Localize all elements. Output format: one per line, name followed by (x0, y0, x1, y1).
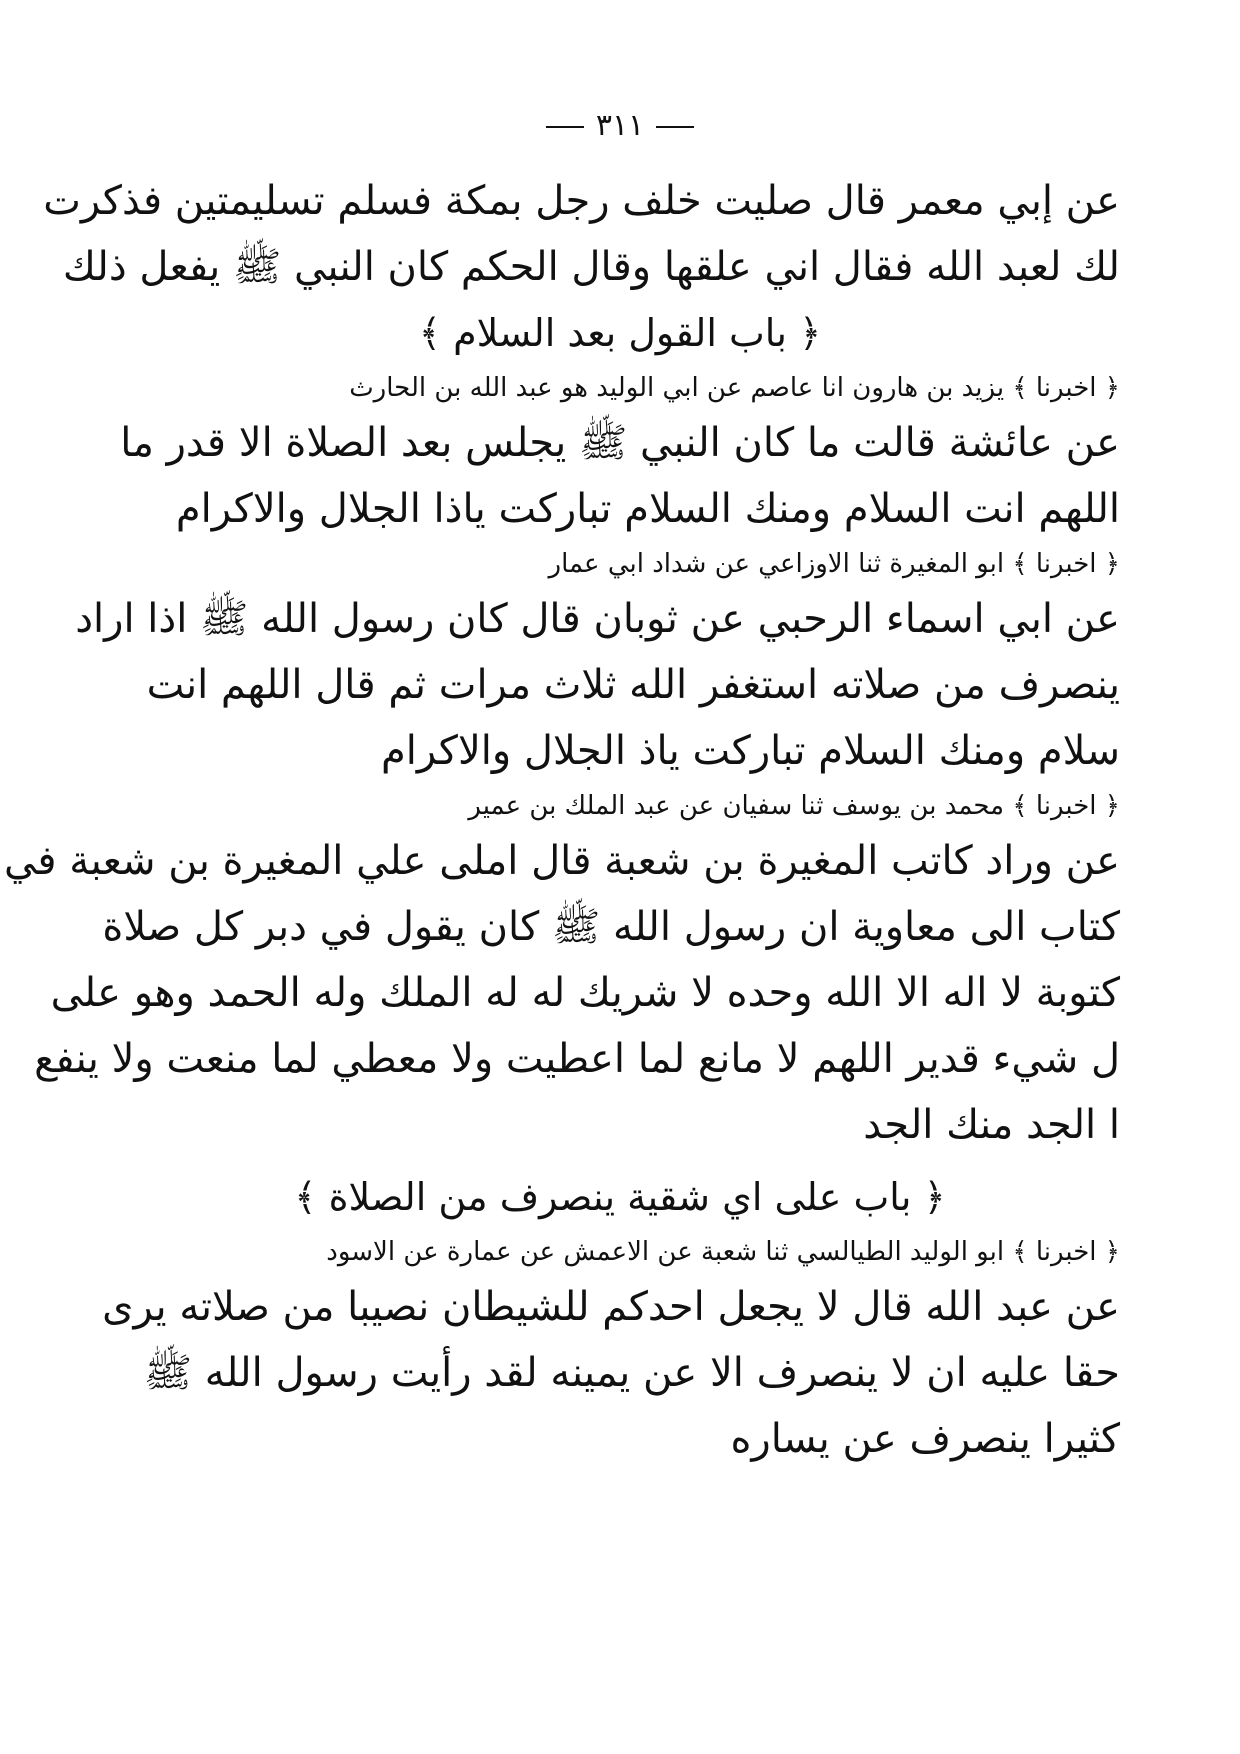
text-line: عن عائشة قالت ما كان النبي ﷺ يجلس بعد الصلاة الا قدر ما (120, 420, 1120, 466)
chapter-heading: ﴿ باب القول بعد السلام ﴾ (418, 311, 822, 355)
text-line: عن ابي اسماء الرحبي عن ثوبان قال كان رسول الله ﷺ اذا اراد (75, 596, 1120, 642)
text-line: كتوبة لا اله الا الله وحده لا شريك له له الملك وله الحمد وهو على (50, 970, 1120, 1016)
text-line: عن إبي معمر قال صليت خلف رجل بمكة فسلم تسليمتين فذكرت (43, 178, 1120, 224)
text-line: كثيرا ينصرف عن يساره (730, 1416, 1120, 1462)
chapter-heading: ﴿ باب على اي شقية ينصرف من الصلاة ﴾ (294, 1175, 946, 1219)
page-number-rule-right (656, 126, 694, 128)
text-line: ا الجد منك الجد (863, 1102, 1120, 1148)
isnad-line: ﴿ اخبرنا ﴾ ابو الوليد الطيالسي ثنا شعبة عن الاعمش عن عمارة عن الاسود (326, 1237, 1120, 1267)
text-line: ينصرف من صلاته استغفر الله ثلاث مرات ثم قال اللهم انت (146, 662, 1120, 708)
text-line: اللهم انت السلام ومنك السلام تباركت ياذا الجلال والاكرام (175, 486, 1120, 532)
page-number-text: ٣١١ (595, 108, 645, 143)
page-number (0, 108, 1240, 143)
page-number-rule-left (546, 126, 584, 128)
text-line: عن وراد كاتب المغيرة بن شعبة قال املى علي المغيرة بن شعبة في (4, 838, 1120, 884)
page-body (4, 168, 1120, 1472)
isnad-line: ﴿ اخبرنا ﴾ محمد بن يوسف ثنا سفيان عن عبد الملك بن عمير (468, 791, 1120, 821)
text-line: عن عبد الله قال لا يجعل احدكم للشيطان نصيبا من صلاته يرى (102, 1284, 1120, 1330)
isnad-line: ﴿ اخبرنا ﴾ ابو المغيرة ثنا الاوزاعي عن شداد ابي عمار (548, 549, 1120, 579)
text-line: لك لعبد الله فقال اني علقها وقال الحكم كان النبي ﷺ يفعل ذلك (62, 244, 1120, 290)
isnad-line: ﴿ اخبرنا ﴾ يزيد بن هارون انا عاصم عن ابي الوليد هو عبد الله بن الحارث (349, 373, 1120, 403)
text-line: ل شيء قدير اللهم لا مانع لما اعطيت ولا معطي لما منعت ولا ينفع (34, 1036, 1120, 1082)
text-line: حقا عليه ان لا ينصرف الا عن يمينه لقد رأيت رسول الله ﷺ (143, 1350, 1120, 1396)
text-line: سلام ومنك السلام تباركت ياذ الجلال والاكرام (380, 728, 1120, 774)
text-line: كتاب الى معاوية ان رسول الله ﷺ كان يقول في دبر كل صلاة (102, 904, 1120, 950)
